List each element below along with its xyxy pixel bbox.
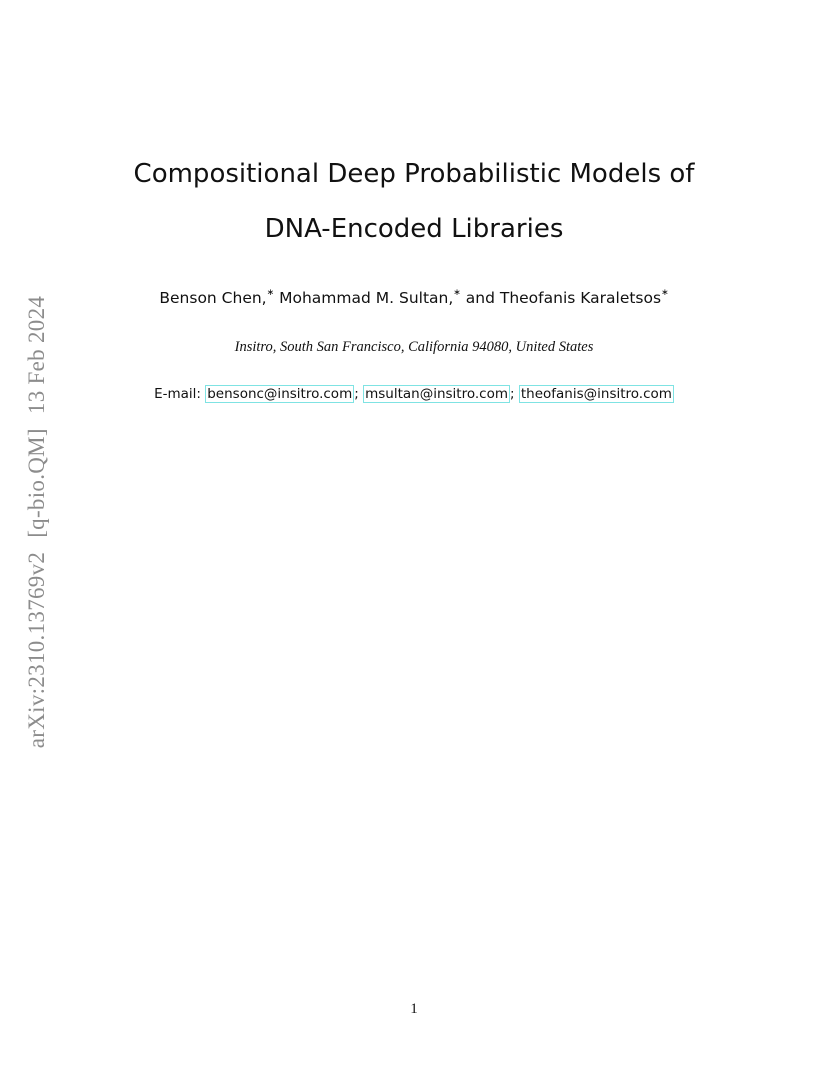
author-footnote-mark: ∗ xyxy=(453,288,461,298)
email-label: E-mail: xyxy=(154,386,201,402)
arxiv-stamp xyxy=(24,296,50,748)
email-link-benson[interactable]: bensonc@insitro.com xyxy=(207,386,353,402)
email-link-theofanis[interactable]: theofanis@insitro.com xyxy=(520,386,672,402)
author-name: Benson Chen, xyxy=(159,289,267,307)
arxiv-category: [q-bio.QM] xyxy=(24,428,49,538)
email-separator: ; xyxy=(354,386,359,402)
arxiv-date: 13 Feb 2024 xyxy=(24,295,49,415)
paper-title-line-2: DNA-Encoded Libraries xyxy=(264,214,564,244)
paper-title-line-1: Compositional Deep Probabilistic Models of xyxy=(133,159,695,189)
affiliation: Insitro, South San Francisco, California 94080, United States xyxy=(234,339,594,355)
page-number: 1 xyxy=(410,1001,418,1017)
author-footnote-mark: ∗ xyxy=(661,288,669,298)
arxiv-id: arXiv:2310.13769v2 xyxy=(24,551,49,749)
author-list xyxy=(0,289,828,307)
email-line xyxy=(0,386,828,402)
author-name: and Theofanis Karaletsos xyxy=(465,289,662,307)
email-link-mohammad[interactable]: msultan@insitro.com xyxy=(365,386,508,402)
author-footnote-mark: ∗ xyxy=(266,288,275,298)
email-separator: ; xyxy=(510,386,515,402)
author-name: Mohammad M. Sultan, xyxy=(279,289,454,307)
